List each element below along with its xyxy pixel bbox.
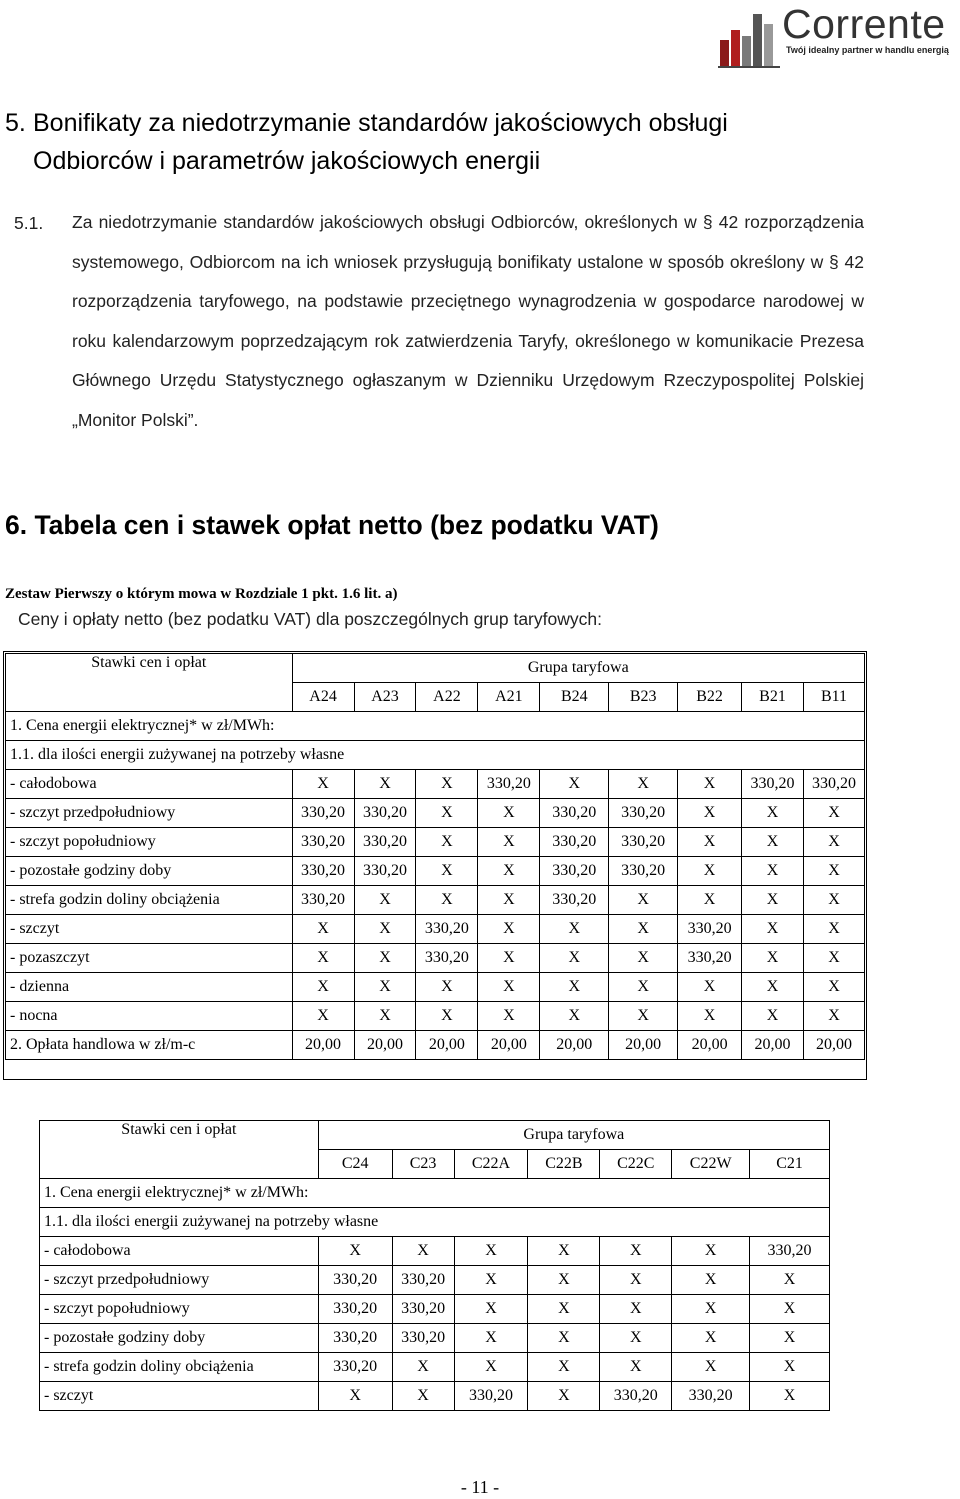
value-cell: X [803, 915, 864, 944]
value-cell: 330,20 [416, 915, 478, 944]
value-cell: 330,20 [678, 944, 742, 973]
value-cell: X [600, 1237, 672, 1266]
section-label: 1. Cena energii elektrycznej* w zł/MWh: [6, 712, 865, 741]
value-cell: X [742, 973, 804, 1002]
value-cell: 330,20 [540, 886, 609, 915]
header-stawki: Stawki cen i opłat [40, 1121, 319, 1179]
group-cell: C21 [750, 1150, 830, 1179]
header-grupa: Grupa taryfowa [292, 654, 864, 683]
value-cell: 20,00 [292, 1031, 354, 1060]
value-cell: X [742, 944, 804, 973]
value-cell: X [803, 857, 864, 886]
value-cell: X [803, 944, 864, 973]
value-cell: X [392, 1382, 454, 1411]
value-cell: 330,20 [416, 944, 478, 973]
value-cell: X [803, 973, 864, 1002]
value-cell: X [672, 1266, 750, 1295]
section-row [40, 1208, 830, 1237]
bar-chart-logo-icon [718, 6, 780, 68]
value-cell: 330,20 [672, 1382, 750, 1411]
value-cell: X [454, 1237, 528, 1266]
value-cell: X [540, 915, 609, 944]
table-row [6, 857, 865, 886]
value-cell: X [672, 1324, 750, 1353]
value-cell: 330,20 [600, 1382, 672, 1411]
value-cell: X [354, 944, 416, 973]
value-cell: X [392, 1237, 454, 1266]
value-cell: X [678, 1002, 742, 1031]
value-cell: X [478, 944, 540, 973]
value-cell: X [609, 770, 678, 799]
value-cell: X [540, 944, 609, 973]
group-cell: B23 [609, 683, 678, 712]
table-row [6, 915, 865, 944]
value-cell: X [803, 828, 864, 857]
value-cell: X [609, 973, 678, 1002]
section-6-heading: 6. Tabela cen i stawek opłat netto (bez podatku VAT) [5, 510, 659, 540]
value-cell: X [292, 944, 354, 973]
row-label: - pozaszczyt [6, 944, 293, 973]
row-label: - szczyt popołudniowy [40, 1295, 319, 1324]
group-cell: C22B [528, 1150, 600, 1179]
value-cell: X [750, 1382, 830, 1411]
section-5-title-line1: Bonifikaty za niedotrzymanie standardów jakościowych obsługi [33, 109, 728, 137]
value-cell: X [454, 1295, 528, 1324]
value-cell: X [600, 1353, 672, 1382]
table-row [40, 1295, 830, 1324]
logo-tagline: Twój idealny partner w handlu energią [786, 45, 949, 55]
row-label: - całodobowa [6, 770, 293, 799]
value-cell: 330,20 [354, 828, 416, 857]
row-label: - pozostałe godziny doby [40, 1324, 319, 1353]
table-row [6, 1002, 865, 1031]
header-grupa: Grupa taryfowa [318, 1121, 829, 1150]
group-cell: C22C [600, 1150, 672, 1179]
value-cell: X [609, 944, 678, 973]
logo-name: Corrente [782, 1, 946, 47]
value-cell: X [478, 915, 540, 944]
value-cell: X [454, 1324, 528, 1353]
row-label: - nocna [6, 1002, 293, 1031]
value-cell: X [803, 1002, 864, 1031]
group-cell: A21 [478, 683, 540, 712]
value-cell: X [318, 1237, 392, 1266]
value-cell: X [478, 1002, 540, 1031]
value-cell: X [609, 1002, 678, 1031]
value-cell: X [392, 1353, 454, 1382]
value-cell: X [672, 1353, 750, 1382]
zestaw-note: Zestaw Pierwszy o którym mowa w Rozdziale 1 pkt. 1.6 lit. a) [5, 586, 398, 602]
row-label: - całodobowa [40, 1237, 319, 1266]
value-cell: X [678, 770, 742, 799]
value-cell: X [416, 973, 478, 1002]
value-cell: X [600, 1295, 672, 1324]
value-cell: 330,20 [392, 1295, 454, 1324]
table-row [6, 886, 865, 915]
value-cell: X [416, 857, 478, 886]
value-cell: 330,20 [318, 1295, 392, 1324]
value-cell: 20,00 [742, 1031, 804, 1060]
table-row [40, 1382, 830, 1411]
value-cell: 330,20 [292, 886, 354, 915]
value-cell: 330,20 [318, 1324, 392, 1353]
value-cell: X [292, 1002, 354, 1031]
value-cell: X [416, 770, 478, 799]
value-cell: X [354, 886, 416, 915]
value-cell: X [540, 973, 609, 1002]
value-cell: 20,00 [478, 1031, 540, 1060]
value-cell: X [750, 1324, 830, 1353]
row-label: 2. Opłata handlowa w zł/m-c [6, 1031, 293, 1060]
row-label: - szczyt przedpołudniowy [40, 1266, 319, 1295]
group-cell: B24 [540, 683, 609, 712]
value-cell: X [478, 857, 540, 886]
page-number: - 11 - [460, 1477, 500, 1497]
ceny-intro: Ceny i opłaty netto (bez podatku VAT) dla poszczególnych grup taryfowych: [18, 609, 602, 629]
value-cell: X [528, 1382, 600, 1411]
value-cell: X [678, 857, 742, 886]
group-cell: C23 [392, 1150, 454, 1179]
table-row [40, 1353, 830, 1382]
group-cell: A23 [354, 683, 416, 712]
value-cell: X [528, 1295, 600, 1324]
row-label: - szczyt przedpołudniowy [6, 799, 293, 828]
section-5-number: 5. [5, 109, 26, 137]
group-cell: A24 [292, 683, 354, 712]
value-cell: X [742, 828, 804, 857]
group-cell: C24 [318, 1150, 392, 1179]
value-cell: 20,00 [803, 1031, 864, 1060]
value-cell: X [678, 886, 742, 915]
value-cell: X [318, 1382, 392, 1411]
paragraph-5-1-text: Za niedotrzymanie standardów jakościowych obsługi Odbiorców, określonych w § 42 rozporządzenia systemowego, Odbiorcom na ich wniosek przysługują bonifikaty ustalone w sposób określony w § 42 rozporządzenia taryfowego, na podstawie przeciętnego wynagrodzenia w gospodarce narodowej w roku kalendarzowym poprzedzającym rok zatwierdzenia Taryfy, określonego w komunikacie Prezesa Głównego Urzędu Statystycznego ogłaszanym w Dzienniku Urzędowym Rzeczypospolitej Polskiej „Monitor Polski”. [72, 212, 864, 430]
value-cell: X [803, 886, 864, 915]
value-cell: X [742, 915, 804, 944]
tariff-table-ab [5, 653, 865, 1060]
value-cell: 330,20 [750, 1237, 830, 1266]
value-cell: X [478, 828, 540, 857]
section-row [40, 1179, 830, 1208]
row-label: - szczyt popołudniowy [6, 828, 293, 857]
value-cell: 330,20 [742, 770, 804, 799]
value-cell: X [803, 799, 864, 828]
table-row [6, 1031, 865, 1060]
value-cell: X [454, 1353, 528, 1382]
row-label: - strefa godzin doliny obciążenia [40, 1353, 319, 1382]
header-row [40, 1121, 830, 1150]
value-cell: 330,20 [392, 1324, 454, 1353]
value-cell: X [354, 1002, 416, 1031]
table-row [6, 828, 865, 857]
header-stawki: Stawki cen i opłat [6, 654, 293, 712]
section-5-heading [5, 104, 955, 180]
value-cell: 330,20 [803, 770, 864, 799]
value-cell: 330,20 [609, 799, 678, 828]
value-cell: X [354, 973, 416, 1002]
value-cell: 20,00 [354, 1031, 416, 1060]
value-cell: X [416, 828, 478, 857]
section-label: 1.1. dla ilości energii zużywanej na potrzeby własne [40, 1208, 830, 1237]
section-5-title-line2: Odbiorców i parametrów jakościowych energii [33, 147, 541, 175]
table-row [40, 1266, 830, 1295]
value-cell: 330,20 [392, 1266, 454, 1295]
value-cell: X [742, 1002, 804, 1031]
value-cell: X [528, 1266, 600, 1295]
value-cell: X [600, 1324, 672, 1353]
value-cell: X [292, 973, 354, 1002]
group-cell: C22A [454, 1150, 528, 1179]
value-cell: 330,20 [540, 799, 609, 828]
group-cell: C22W [672, 1150, 750, 1179]
value-cell: 330,20 [540, 828, 609, 857]
value-cell: X [354, 770, 416, 799]
value-cell: X [354, 915, 416, 944]
value-cell: X [292, 770, 354, 799]
value-cell: X [750, 1353, 830, 1382]
value-cell: 330,20 [354, 857, 416, 886]
value-cell: X [750, 1295, 830, 1324]
value-cell: X [678, 799, 742, 828]
table-row [6, 973, 865, 1002]
value-cell: X [609, 886, 678, 915]
table-row [6, 799, 865, 828]
value-cell: 330,20 [292, 828, 354, 857]
value-cell: 20,00 [540, 1031, 609, 1060]
value-cell: X [678, 828, 742, 857]
value-cell: X [528, 1237, 600, 1266]
section-row [6, 741, 865, 770]
value-cell: 20,00 [678, 1031, 742, 1060]
value-cell: 330,20 [540, 857, 609, 886]
value-cell: X [478, 799, 540, 828]
value-cell: X [416, 1002, 478, 1031]
section-label: 1.1. dla ilości energii zużywanej na potrzeby własne [6, 741, 865, 770]
row-label: - dzienna [6, 973, 293, 1002]
value-cell: 330,20 [292, 857, 354, 886]
value-cell: 20,00 [416, 1031, 478, 1060]
value-cell: 20,00 [609, 1031, 678, 1060]
value-cell: 330,20 [318, 1266, 392, 1295]
value-cell: 330,20 [354, 799, 416, 828]
table-row [6, 944, 865, 973]
table-row [6, 770, 865, 799]
value-cell: X [678, 973, 742, 1002]
section-row [6, 712, 865, 741]
value-cell: X [742, 857, 804, 886]
group-cell: B11 [803, 683, 864, 712]
tariff-table-c [39, 1120, 830, 1411]
row-label: - szczyt [6, 915, 293, 944]
section-label: 1. Cena energii elektrycznej* w zł/MWh: [40, 1179, 830, 1208]
row-label: - strefa godzin doliny obciążenia [6, 886, 293, 915]
group-cell: B21 [742, 683, 804, 712]
group-cell: A22 [416, 683, 478, 712]
value-cell: 330,20 [609, 828, 678, 857]
value-cell: X [416, 886, 478, 915]
value-cell: X [454, 1266, 528, 1295]
row-label: - szczyt [40, 1382, 319, 1411]
value-cell: X [416, 799, 478, 828]
corrente-logo [718, 2, 950, 68]
table-row [40, 1324, 830, 1353]
value-cell: X [528, 1324, 600, 1353]
value-cell: 330,20 [318, 1353, 392, 1382]
value-cell: X [600, 1266, 672, 1295]
value-cell: X [478, 973, 540, 1002]
value-cell: 330,20 [678, 915, 742, 944]
value-cell: 330,20 [292, 799, 354, 828]
value-cell: X [672, 1295, 750, 1324]
value-cell: 330,20 [609, 857, 678, 886]
value-cell: X [478, 886, 540, 915]
value-cell: X [742, 886, 804, 915]
value-cell: X [540, 770, 609, 799]
row-label: - pozostałe godziny doby [6, 857, 293, 886]
paragraph-5-1-number: 5.1. [14, 213, 44, 233]
value-cell: X [528, 1353, 600, 1382]
value-cell: X [609, 915, 678, 944]
group-cell: B22 [678, 683, 742, 712]
value-cell: X [292, 915, 354, 944]
value-cell: 330,20 [478, 770, 540, 799]
value-cell: X [672, 1237, 750, 1266]
value-cell: X [750, 1266, 830, 1295]
value-cell: X [540, 1002, 609, 1031]
value-cell: X [742, 799, 804, 828]
value-cell: 330,20 [454, 1382, 528, 1411]
table-row [40, 1237, 830, 1266]
header-row [6, 654, 865, 683]
